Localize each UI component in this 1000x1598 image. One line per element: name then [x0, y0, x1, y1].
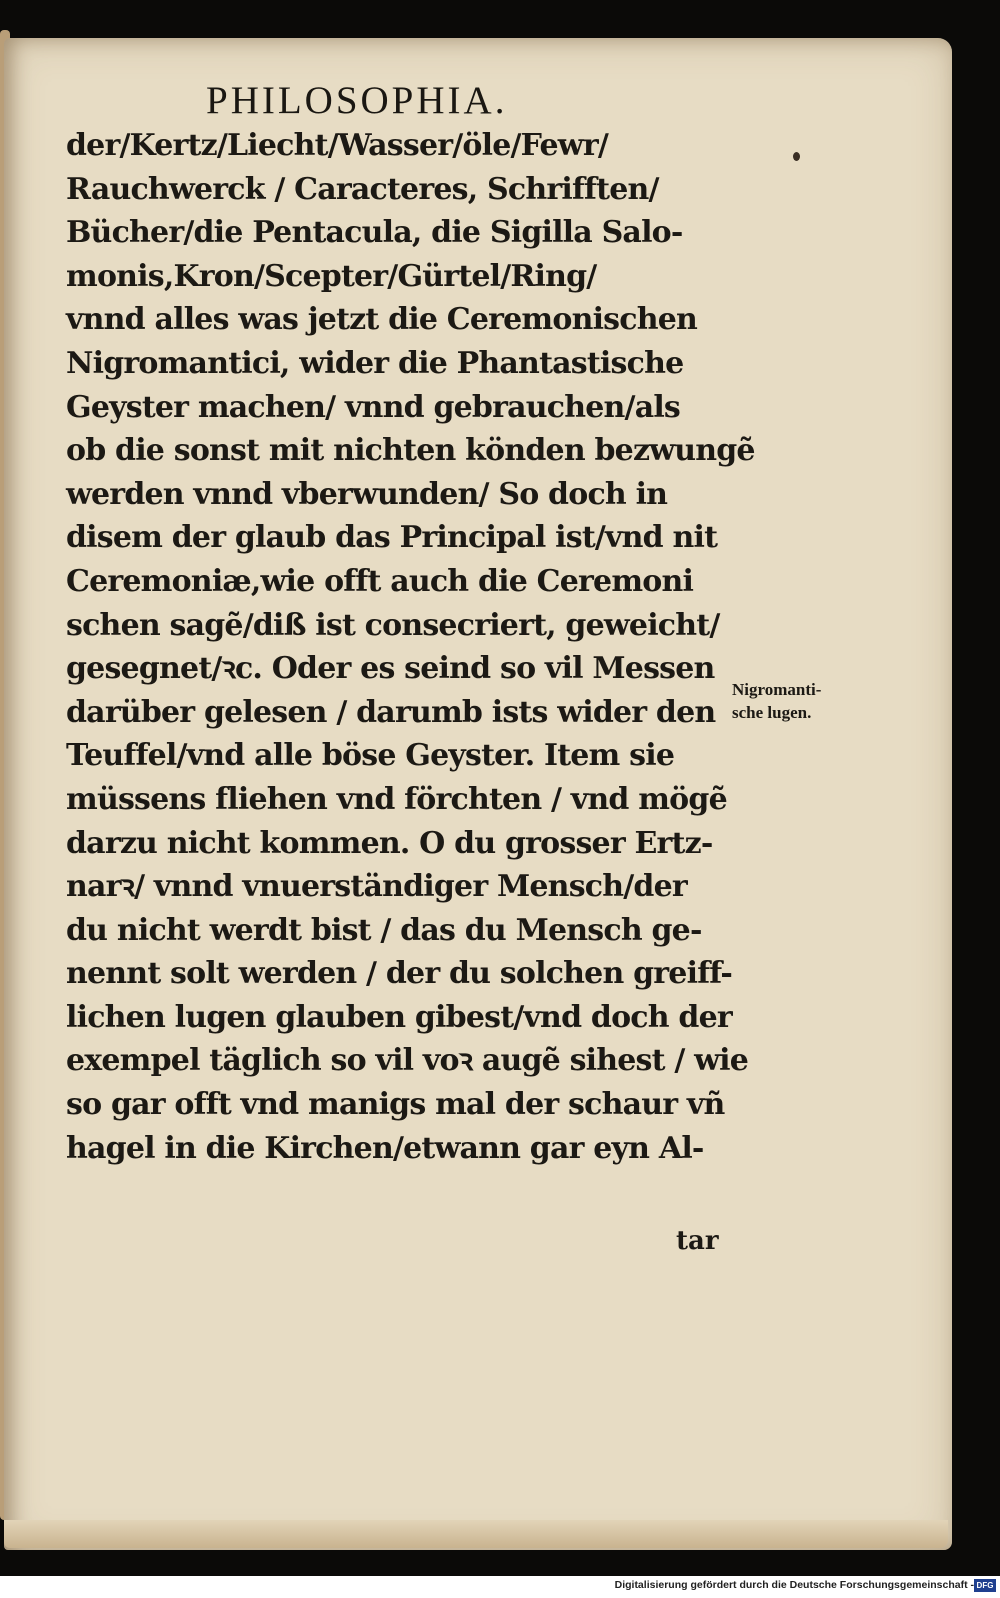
text-line: der/Kertz/Liecht/Wasser/öle/Fewr/	[66, 128, 608, 163]
text-line: vnnd alles was jetzt die Ceremonischen	[66, 302, 698, 338]
text-line: Nigromantici, wider die Phantastische	[66, 345, 684, 381]
text-line: Teuffel/vnd alle böse Geyster. Item sie	[66, 738, 675, 774]
marginal-note-line: sche lugen.	[732, 703, 812, 722]
text-line: darüber gelesen / darumb ists wider den	[66, 694, 716, 730]
page-bottom-edge	[4, 1520, 948, 1548]
text-line: werden vnnd vberwunden/ So doch in	[66, 476, 668, 512]
text-line: disem der glaub das Principal ist/vnd nit	[66, 520, 718, 556]
text-line: hagel in die Kirchen/etwann gar eyn Al-	[66, 1130, 704, 1166]
text-line: Bücher/die Pentacula, die Sigilla Salo-	[66, 215, 683, 251]
dfg-logo: DFG	[974, 1579, 996, 1592]
text-line: Ceremoniæ,wie offt auch die Ceremoni	[66, 563, 694, 599]
text-line: nennt solt werden / der du solchen greiff-	[66, 956, 732, 992]
text-line: darzu nicht kommen. O du grosser Ertz-	[66, 825, 713, 861]
ink-spot	[793, 152, 800, 161]
catchword: tar	[676, 1226, 719, 1256]
text-line: Geyster machen/ vnnd gebrauchen/als	[66, 389, 681, 425]
text-line: schen sagẽ/diß ist consecriert, geweicht/	[66, 607, 720, 643]
text-line: lichen lugen glauben gibest/vnd doch der	[66, 999, 732, 1035]
text-line: müssens fliehen vnd förchten / vnd mögẽ	[66, 781, 727, 817]
text-line: monis,Kron/Scepter/Gürtel/Ring/	[66, 258, 597, 294]
marginal-note	[732, 678, 821, 724]
marginal-note-line: Nigromanti-	[732, 680, 822, 699]
text-line: gesegnet/ꝛc. Oder es seind so vil Messen	[66, 651, 715, 687]
text-line: narꝛ/ vnnd vnuerständiger Mensch/der	[66, 869, 687, 905]
digitization-credit: Digitalisierung gefördert durch die Deutsche Forschungsgemeinschaft -	[614, 1579, 974, 1591]
text-line: du nicht werdt bist / das du Mensch ge-	[66, 912, 702, 948]
body-text	[66, 124, 755, 1170]
text-line: so gar offt vnd manigs mal der schaur vñ	[66, 1087, 725, 1123]
text-line: exempel täglich so vil voꝛ augẽ sihest / wie	[66, 1043, 749, 1079]
text-line: ob die sonst mit nichten könden bezwungẽ	[66, 433, 755, 469]
text-line: Rauchwerck / Caracteres, Schrifften/	[66, 171, 659, 207]
running-head: PHILOSOPHIA.	[206, 79, 508, 122]
